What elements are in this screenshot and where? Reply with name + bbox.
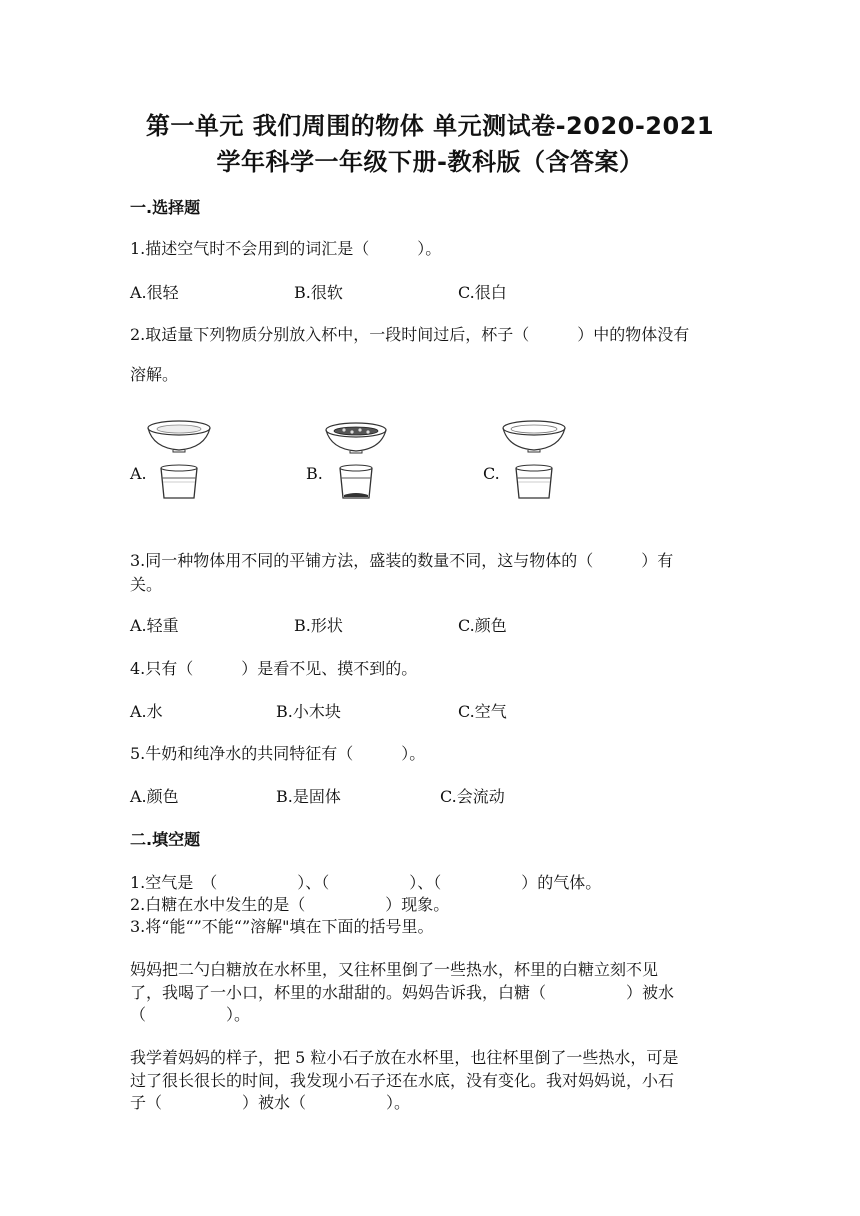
q5-option-b: B.是固体 <box>276 787 341 806</box>
passage-2-line-3: 子（ ）被水（ ）。 <box>130 1093 411 1112</box>
fill-question-3: 3.将“能“”不能“”溶解"填在下面的括号里。 <box>130 917 434 936</box>
fill-question-2: 2.白糖在水中发生的是（ ）现象。 <box>130 895 450 914</box>
passage-2-line-2: 过了很长很长的时间，我发现小石子还在水底，没有变化。我对妈妈说，小石 <box>130 1071 675 1090</box>
section-heading-fill: 二.填空题 <box>130 830 201 849</box>
q5-option-c: C.会流动 <box>440 787 505 806</box>
q2-option-a: A. <box>130 464 147 483</box>
q2-option-c: C. <box>483 464 500 483</box>
passage-1-line-1: 妈妈把二勺白糖放在水杯里，又往杯里倒了一些热水，杯里的白糖立刻不见 <box>130 960 659 979</box>
passage-2-line-1: 我学着妈妈的样子，把 5 粒小石子放在水杯里，也往杯里倒了一些热水，可是 <box>130 1048 679 1067</box>
question-2-line-2: 溶解。 <box>130 365 179 384</box>
passage-1-line-3: （ ）。 <box>130 1005 251 1024</box>
q1-option-c: C.很白 <box>458 283 507 302</box>
q2-option-b: B. <box>306 464 323 483</box>
q3-option-a: A.轻重 <box>130 616 179 635</box>
q4-option-a: A.水 <box>130 702 163 721</box>
q5-option-a: A.颜色 <box>130 787 179 806</box>
passage-1-line-2: 了，我喝了一小口，杯里的水甜甜的。妈妈告诉我，白糖（ ）被水 <box>130 983 675 1002</box>
fill-question-1: 1.空气是 （ ）、（ ）、（ ）的气体。 <box>130 873 602 892</box>
q1-option-a: A.很轻 <box>130 283 179 302</box>
q4-option-b: B.小木块 <box>276 702 341 721</box>
question-4: 4.只有（ ）是看不见、摸不到的。 <box>130 659 418 678</box>
page-title-line-2: 学年科学一年级下册-教科版（含答案） <box>216 148 644 176</box>
q1-option-b: B.很软 <box>294 283 343 302</box>
question-2-line-1: 2.取适量下列物质分别放入杯中，一段时间过后，杯子（ ）中的物体没有 <box>130 325 690 344</box>
question-1: 1.描述空气时不会用到的词汇是（ ）。 <box>130 239 442 258</box>
question-3-line-2: 关。 <box>130 575 163 594</box>
section-heading-choice: 一.选择题 <box>130 198 201 217</box>
bowl-and-glass-image-c <box>500 418 568 500</box>
question-3-line-1: 3.同一种物体用不同的平铺方法，盛装的数量不同，这与物体的（ ）有 <box>130 551 674 570</box>
q3-option-c: C.颜色 <box>458 616 507 635</box>
bowl-and-glass-image-b <box>322 418 390 500</box>
bowl-and-glass-image-a <box>145 418 213 500</box>
page-title-line-1: 第一单元 我们周围的物体 单元测试卷-2020-2021 <box>145 112 715 140</box>
q4-option-c: C.空气 <box>458 702 507 721</box>
question-5: 5.牛奶和纯净水的共同特征有（ ）。 <box>130 744 426 763</box>
q3-option-b: B.形状 <box>294 616 343 635</box>
